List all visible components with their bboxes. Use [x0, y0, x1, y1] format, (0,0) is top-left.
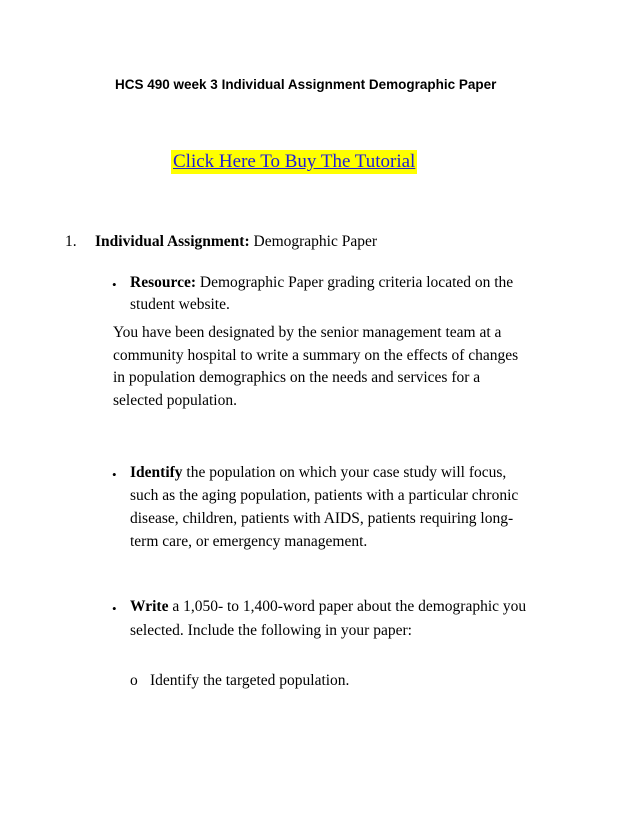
write-label: Write — [130, 598, 169, 615]
sub-item-text: Identify the targeted population. — [150, 672, 350, 689]
document-title: HCS 490 week 3 Individual Assignment Demographic Paper — [115, 77, 497, 92]
identify-line: the population on which your case study will focus, — [186, 464, 507, 481]
intro-paragraph — [113, 322, 573, 412]
resource-bullet-item — [112, 272, 570, 316]
list-number: 1. — [65, 233, 77, 250]
paragraph-line: in population demographics on the needs and services for a — [113, 369, 481, 386]
bullet-icon: • — [112, 601, 117, 616]
sub-item — [130, 672, 349, 690]
resource-text-line1: Demographic Paper grading criteria located on the — [199, 274, 514, 291]
paragraph-line: You have been designated by the senior management team at a — [113, 324, 502, 341]
identify-line: disease, children, patients with AIDS, patients requiring long- — [130, 510, 514, 527]
write-line: selected. Include the following in your paper: — [130, 622, 412, 639]
item-text: Demographic Paper — [253, 233, 378, 250]
item-label: Individual Assignment: — [95, 233, 250, 250]
write-bullet-item — [112, 595, 570, 643]
write-line: a 1,050- to 1,400-word paper about the demographic you — [172, 598, 527, 615]
paragraph-line: community hospital to write a summary on the effects of changes — [113, 346, 519, 364]
resource-label: Resource: — [130, 274, 196, 291]
resource-text-line2: student website. — [130, 296, 230, 313]
buy-tutorial-link[interactable]: Click Here To Buy The Tutorial — [173, 151, 416, 172]
bullet-icon: • — [112, 277, 117, 292]
identify-label: Identify — [130, 464, 183, 481]
paragraph-line: selected population. — [113, 391, 237, 409]
identify-bullet-item — [112, 461, 570, 553]
identify-line: term care, or emergency management. — [130, 533, 368, 550]
list-item-1 — [65, 233, 377, 251]
sub-bullet-marker: o — [130, 672, 138, 689]
identify-line: such as the aging population, patients with a particular chronic — [130, 487, 519, 504]
bullet-icon: • — [112, 467, 117, 482]
